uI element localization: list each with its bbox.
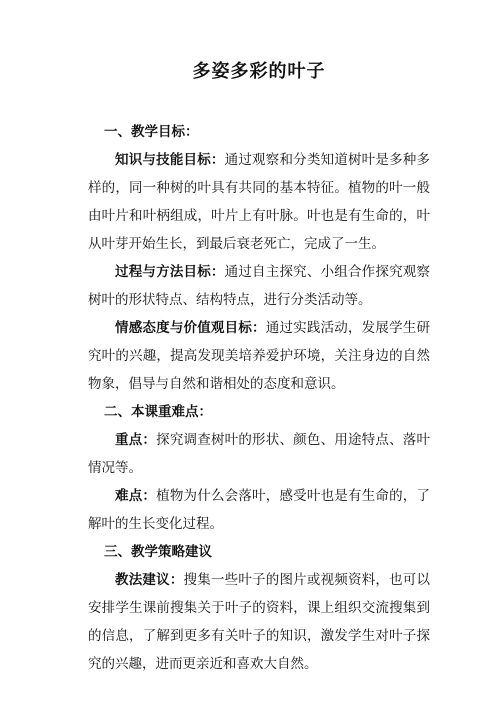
paragraph-lead: 重点： [115,432,157,448]
paragraph-key-point [88,426,430,482]
paragraph-lead: 教法建议： [115,572,184,588]
section-heading: 二、本课重难点： [104,404,212,420]
paragraph-attitude-values [88,314,430,398]
section-key-points [88,398,430,538]
document-title: 多姿多彩的叶子 [192,61,326,82]
paragraph-teaching-advice [88,566,430,678]
paragraph-lead: 情感态度与价值观目标： [115,320,266,336]
section-heading: 一、教学目标： [104,124,199,140]
paragraph-process-methods [88,258,430,314]
paragraph-lead: 知识与技能目标： [115,152,225,168]
paragraph-lead: 过程与方法目标： [115,264,225,280]
section-objectives [88,118,430,398]
paragraph-text: 通过观察和分类知道树叶是多种多样的，同一种树的叶具有共同的基本特征。植物的叶一般由叶片和叶柄组成，叶片上有叶脉。叶也是有生命的，叶从叶芽开始生长，到最后衰老死亡，完成了一生。 [88,152,431,252]
paragraph-knowledge-skills [88,146,430,258]
paragraph-text: 通过实践活动，发展学生研究叶的兴趣，提高发现美培养爱护环境，关注身边的自然物象，倡导与自然和谐相处的态度和意识。 [88,320,430,392]
section-heading: 三、教学策略建议 [104,544,212,560]
section-strategy [88,538,430,678]
paragraph-text: 搜集一些叶子的图片或视频资料，也可以安排学生课前搜集关于叶子的资料，课上组织交流搜集到的信息，了解到更多有关叶子的知识，激发学生对叶子探究的兴趣，进而更亲近和喜欢大自然。 [88,572,431,672]
paragraph-difficulty [88,482,430,538]
paragraph-text: 植物为什么会落叶，感受叶也是有生命的，了解叶的生长变化过程。 [88,488,431,532]
paragraph-text: 探究调查树叶的形状、颜色、用途特点、落叶情况等。 [88,432,431,476]
paragraph-text: 通过自主探究、小组合作探究观察树叶的形状特点、结构特点，进行分类活动等。 [88,264,431,308]
paragraph-lead: 难点： [115,488,157,504]
